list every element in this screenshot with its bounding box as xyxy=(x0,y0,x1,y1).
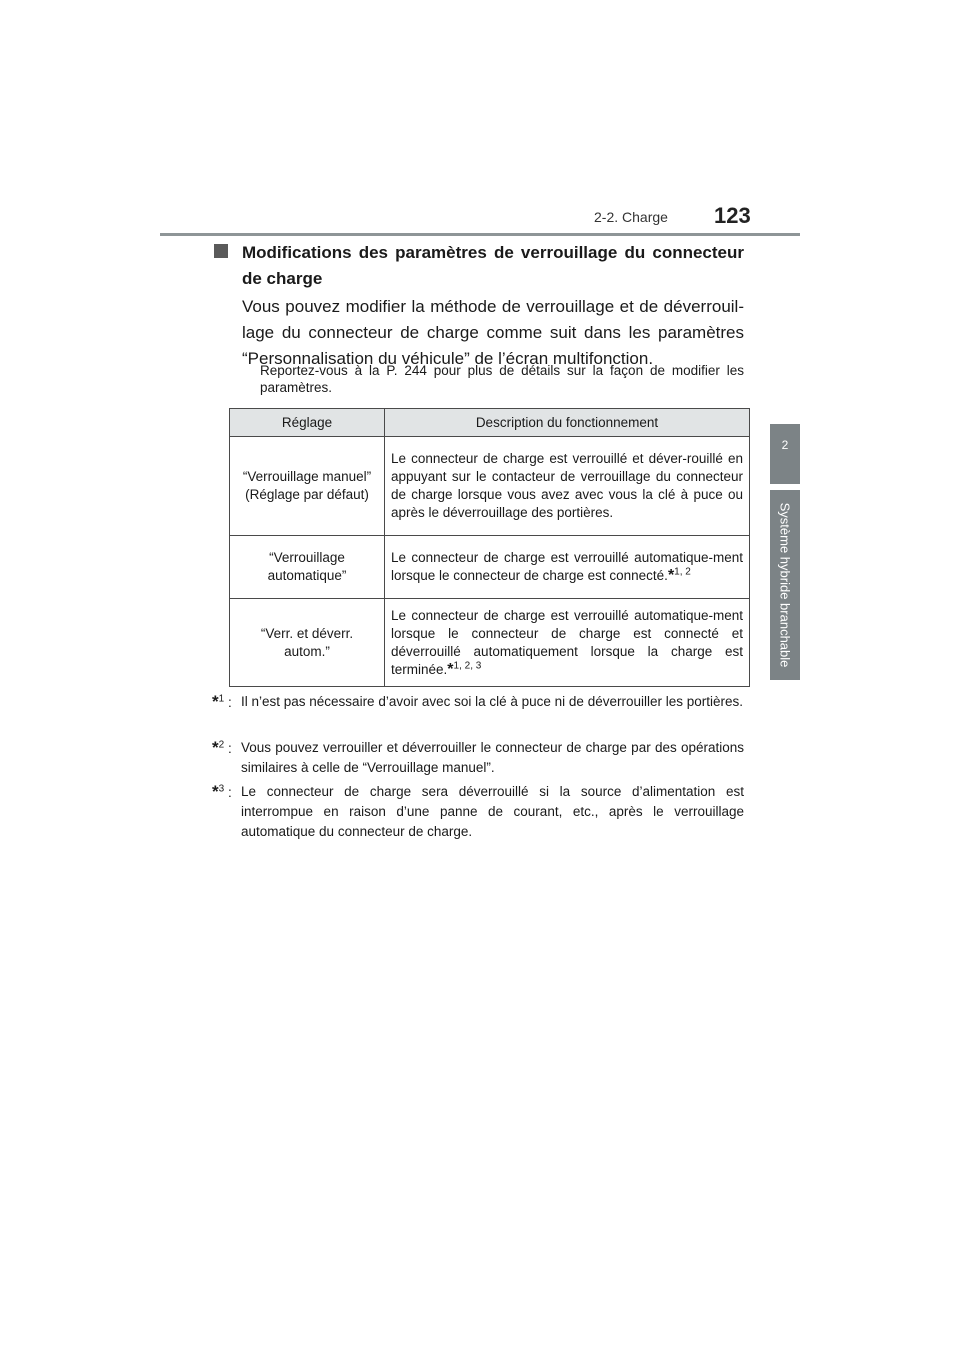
column-header-description: Description du fonctionnement xyxy=(385,409,750,437)
description-cell xyxy=(385,536,750,599)
table-row xyxy=(230,437,750,536)
setting-name: “Verrouillage xyxy=(269,550,345,565)
setting-name: “Verr. et déverr. xyxy=(260,625,354,641)
footnote-mark: *$^1$ : xyxy=(212,692,232,711)
setting-name-cont: autom.” xyxy=(284,643,330,659)
footnote-refs: 1, 2 xyxy=(674,566,691,578)
column-header-setting: Réglage xyxy=(230,409,385,437)
footnote-text: Il n’est pas nécessaire d’avoir avec soi la clé à puce ni de déverrouiller les portières. xyxy=(241,694,744,709)
setting-cell xyxy=(230,536,385,599)
footnote xyxy=(212,738,744,778)
description-cell xyxy=(385,599,750,687)
footnote xyxy=(212,692,744,712)
description-cell xyxy=(385,437,750,536)
footnote-text: Vous pouvez verrouiller et déverrouiller le connecteur de charge par des opérations similaires à celle de “Verrouillage manuel”. xyxy=(241,740,744,775)
footnote-text: Le connecteur de charge sera déverrouillé si la source d’alimentation est interrompue en raison d’une panne de courant, etc., après le verrouillage automatique du connecteur de charge. xyxy=(241,784,744,839)
reference-note: Reportez-vous à la P. 244 pour plus de détails sur la façon de modifier les paramètres. xyxy=(260,363,744,395)
footnote-asterisk: * xyxy=(447,660,454,678)
settings-table xyxy=(229,408,750,687)
description-text: Le connecteur de charge est verrouillé automatique-ment lorsque le connecteur de charge est connecté et déverrouillé automatiquement lorsque la charge est terminée. xyxy=(391,607,743,677)
footnote-mark: *$^2$ : xyxy=(212,738,232,757)
square-bullet-icon xyxy=(214,244,228,258)
table-header-row xyxy=(230,409,750,437)
setting-note: (Réglage par défaut) xyxy=(245,487,369,502)
footnote-mark: *$^3$ : xyxy=(212,782,232,801)
section-heading: Modifications des paramètres de verrouillage du connecteur de charge xyxy=(242,243,744,288)
table-row xyxy=(230,536,750,599)
setting-cell xyxy=(230,437,385,536)
footnote xyxy=(212,782,744,842)
header-rule xyxy=(160,233,800,236)
description-text: Le connecteur de charge est verrouillé automatique-ment lorsque le connecteur de charge est connecté. xyxy=(391,550,743,583)
table-row xyxy=(230,599,750,687)
description-text: Le connecteur de charge est verrouillé et déver-rouillé en appuyant sur le contacteur de verrouillage du connecteur de charge lorsque vous avez avec vous la clé à puce ou après le déverrouillage des portières. xyxy=(391,451,743,520)
chapter-tab-label[interactable] xyxy=(770,490,800,680)
setting-name: “Verrouillage manuel” xyxy=(242,469,372,484)
setting-name-cont: automatique” xyxy=(267,568,347,583)
chapter-tab-number[interactable]: 2 xyxy=(770,424,800,484)
footnote-asterisk: * xyxy=(667,567,675,584)
setting-cell xyxy=(230,599,385,687)
footnote-refs: 1, 2, 3 xyxy=(453,660,482,671)
section-label: 2-2. Charge xyxy=(594,209,668,225)
intro-paragraph: Vous pouvez modifier la méthode de verrouillage et de déverrouil-lage du connecteur de charge comme suit dans les paramètres “Personnalisation du véhicule” de l’écran multifonction. xyxy=(242,297,744,368)
chapter-tab-title: Système hybride branchable xyxy=(777,502,793,668)
page-number: 123 xyxy=(714,203,751,228)
